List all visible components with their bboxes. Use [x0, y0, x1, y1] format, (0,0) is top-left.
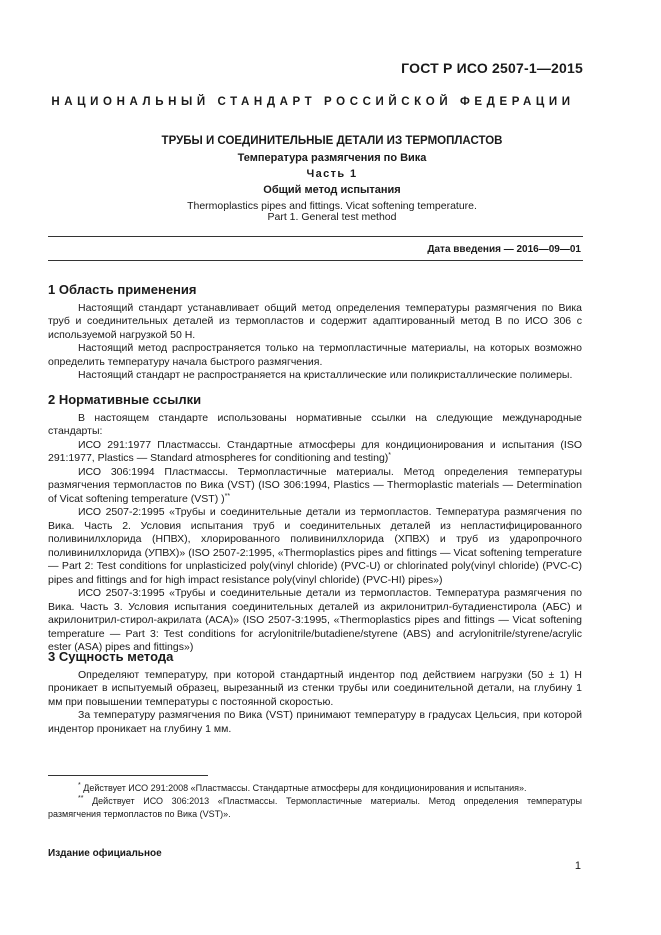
reference-text: ИСО 306:1994 Пластмассы. Термопластичные материалы. Метод определения температуры размягчения термопластов по Вика (VST) (ISO 306:1994, Plastics — Thermoplastic materials — Determination of Vicat softening temperature (VST) ) — [48, 465, 582, 505]
paragraph: ИСО 2507-2:1995 «Трубы и соединительные детали из термопластов. Температура размягчения по Вика. Часть 2. Условия испытания труб и соединительных деталей из непластифицированного поливинилхлорида (НПВХ), хлорированного поливинилхлорида (ХПВХ) и труб из ударопрочного поливинилхлорида (УПВХ)» (ISO 2507-2:1995, «Thermoplastics pipes and fittings — Vicat softening temperature — Part 2: Test conditions for unplasticized poly(vinyl chloride) (PVC-U) or chlorinated poly(vinyl chloride) (PVC-C) pipes and fittings and for high impact resistance poly(vinyl chloride) (PVC-HI) pipes») — [48, 506, 582, 586]
section-heading: 3 Сущность метода — [48, 649, 174, 664]
title-main: ТРУБЫ И СОЕДИНИТЕЛЬНЫЕ ДЕТАЛИ ИЗ ТЕРМОПЛАСТОВ — [161, 135, 503, 147]
paragraph: ИСО 2507-3:1995 «Трубы и соединительные детали из термопластов. Температура размягчения по Вика. Часть 3. Условия испытания соединительных деталей из акрилонитрил-бутадиенстирола (АБС) и акрилонитрил-стирол-акрилата (АСА)» (ISO 2507-3:1995, «Thermoplastics pipes and fittings — Vicat softening temperature — Part 3: Test conditions for acrylonitrile/butadiene/styrene (ABS) and acrylonitrile/styrene/acrylic ester (ASA) pipes and fittings») — [48, 587, 582, 653]
footnote — [48, 795, 582, 821]
section-scope — [48, 283, 582, 383]
title-english-line-2: Part 1. General test method — [267, 211, 397, 223]
paragraph: Настоящий метод распространяется только на термопластичные материалы, на которых возможно определить температуру начала быстрого размягчения. — [48, 342, 582, 368]
paragraph-ref-iso306 — [48, 466, 582, 507]
page-number: 1 — [574, 860, 581, 872]
title-part-name: Общий метод испытания — [263, 184, 401, 196]
section-method-principle — [48, 650, 582, 736]
title-sub: Температура размягчения по Вика — [237, 152, 427, 164]
section-heading: 1 Область применения — [48, 282, 197, 297]
paragraph: Определяют температуру, при которой стандартный индентор под действием нагрузки (50 ± 1) Н проникает в испытуемый образец, вырезанный из стенки трубы или соединительной детали, на глубину 1 мм при повышении температуры с постоянной скоростью. — [48, 668, 582, 708]
rule-bottom — [48, 260, 583, 261]
document-code: ГОСТ Р ИСО 2507-1—2015 — [401, 60, 583, 76]
footnote-text: Действует ИСО 306:2013 «Пластмассы. Термопластичные материалы. Метод определения температуры размягчения термопластов по Вика (VST)». — [48, 796, 582, 819]
paragraph: В настоящем стандарте использованы нормативные ссылки на следующие международные стандарты: — [48, 411, 582, 437]
title-english — [82, 201, 582, 223]
rule-top — [48, 236, 583, 237]
footnote-separator — [48, 775, 208, 776]
paragraph: За температуру размягчения по Вика (VST) принимают температуру в градусах Цельсия, при которой индентор проникает на глубину 1 мм. — [48, 709, 582, 735]
edition-label: Издание официальное — [48, 848, 162, 859]
footnote — [48, 782, 582, 795]
footnote-marker: * — [388, 452, 392, 459]
paragraph: Настоящий стандарт не распространяется на кристаллические или поликристаллические полимеры. — [78, 369, 573, 381]
title-english-line-1: Thermoplastics pipes and fittings. Vicat softening temperature. — [187, 200, 477, 212]
section-normative-references — [48, 393, 582, 655]
footnote-marker: * — [78, 782, 81, 789]
footnote-marker: ** — [78, 795, 84, 802]
intro-date: Дата введения — 2016—09—01 — [427, 244, 581, 255]
title-part: Часть 1 — [306, 168, 358, 180]
footnotes — [48, 782, 582, 821]
footnote-marker: ** — [224, 492, 231, 500]
section-heading: 2 Нормативные ссылки — [48, 392, 202, 407]
paragraph: Настоящий стандарт устанавливает общий метод определения температуры размягчения по Вика труб и соединительных деталей из термопластов и содержит адаптированный метод В по ИСО 306 с используемой нагрузкой 50 Н. — [48, 301, 582, 341]
reference-text: ИСО 291:1977 Пластмассы. Стандартные атмосферы для кондиционирования и испытания (ISO 291:1977, Plastics — Standard atmospheres for conditioning and testing) — [48, 438, 582, 464]
national-standard-banner: НАЦИОНАЛЬНЫЙ СТАНДАРТ РОССИЙСКОЙ ФЕДЕРАЦИИ — [51, 96, 575, 108]
footnote-text: Действует ИСО 291:2008 «Пластмассы. Стандартные атмосферы для кондиционирования и испытания». — [83, 783, 527, 793]
paragraph-ref-iso291 — [48, 439, 582, 466]
